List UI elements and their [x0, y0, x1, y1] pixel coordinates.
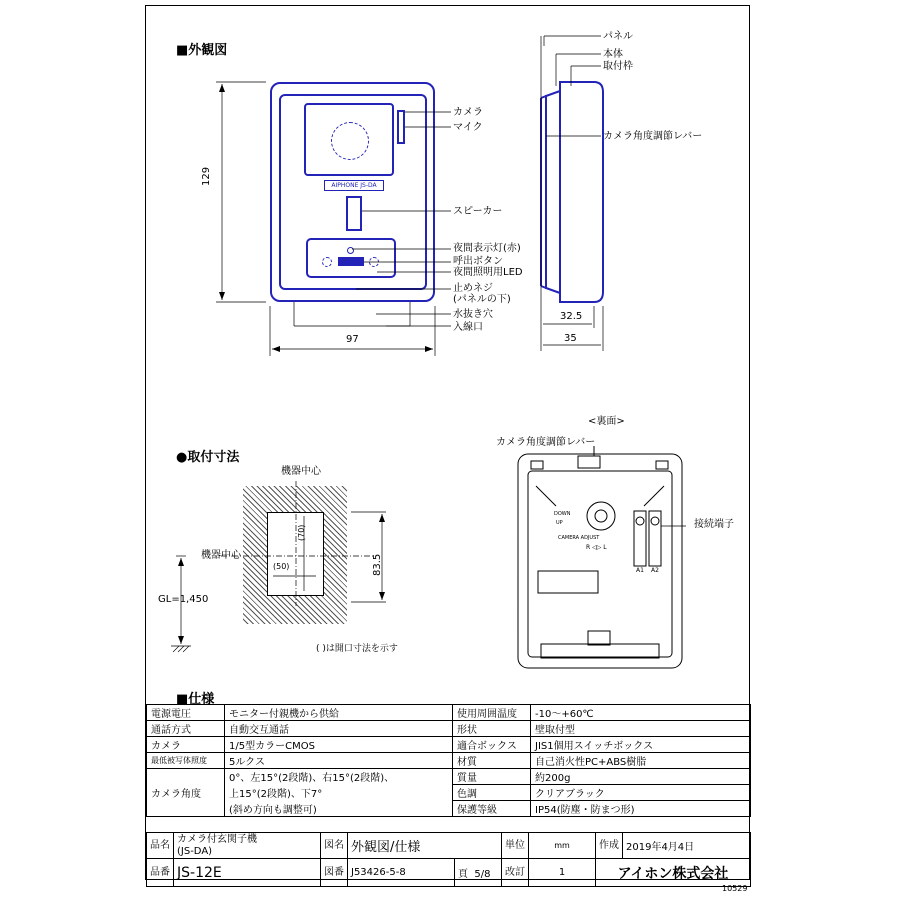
- spec-cell: 材質: [453, 753, 531, 769]
- spec-cell: モニター付親機から供給: [225, 705, 453, 721]
- spec-cell: 使用周囲温度: [453, 705, 531, 721]
- tb-date: 2019年4月4日: [623, 833, 751, 859]
- label-angle-lever: カメラ角度調節レバー: [603, 131, 703, 142]
- title-block: [146, 832, 751, 887]
- mount-note: ( )は開口寸法を示す: [316, 644, 398, 654]
- table-row: [147, 859, 751, 887]
- label-camera: カメラ: [453, 107, 483, 118]
- spec-cell: -10〜+60℃: [531, 705, 751, 721]
- tb-page-cell: 頁 5/8: [455, 859, 502, 887]
- spec-cell: (斜め方向も調整可): [225, 801, 453, 817]
- spec-cell: カメラ: [147, 737, 225, 753]
- rear-lever-label: カメラ角度調節レバー: [496, 437, 596, 448]
- spec-cell: 形状: [453, 721, 531, 737]
- rear-camera-adjust: CAMERA ADJUST: [558, 535, 600, 541]
- rear-down: DOWN: [554, 511, 571, 517]
- dim-open-height: (70): [297, 524, 306, 541]
- tb-label: 単位: [502, 833, 529, 859]
- dim-open-width: (50): [273, 562, 290, 571]
- tb-drawing-name: 外観図/仕様: [348, 833, 502, 859]
- rear-a2: A2: [651, 567, 659, 574]
- label-gl: GL=1,450: [158, 594, 209, 605]
- spec-cell: 上15°(2段階)、下7°: [225, 785, 453, 801]
- spec-cell: 適合ボックス: [453, 737, 531, 753]
- label-center-top: 機器中心: [281, 466, 321, 477]
- tb-model: JS-12E: [174, 859, 321, 887]
- label-screw: 止めネジ: [453, 283, 493, 294]
- spec-cell: JIS1個用スイッチボックス: [531, 737, 751, 753]
- drawing-sheet: [145, 5, 750, 880]
- label-speaker: スピーカー: [453, 206, 503, 217]
- tb-label: 作成: [596, 833, 623, 859]
- dim-width: 97: [346, 334, 359, 345]
- tb-revision: 1: [529, 859, 596, 887]
- rear-terminal-label: 接続端子: [694, 519, 734, 530]
- spec-cell: IP54(防塵・防まつ形): [531, 801, 751, 817]
- spec-cell: 5ルクス: [225, 753, 453, 769]
- rear-title: <裏面>: [588, 416, 625, 427]
- label-center-left: 機器中心: [201, 550, 241, 561]
- label-night-led: 夜間照明用LED: [453, 267, 523, 278]
- tb-label: 品番: [147, 859, 174, 887]
- label-mic: マイク: [453, 122, 483, 133]
- dim-depth-2: 35: [564, 333, 577, 344]
- spec-cell: 保護等級: [453, 801, 531, 817]
- tb-label: 図番: [321, 859, 348, 887]
- dim-mount-height: 83.5: [372, 553, 383, 576]
- table-row: [147, 721, 751, 737]
- rear-rl: R ◁▷ L: [586, 544, 607, 551]
- spec-cell: 0°、左15°(2段階)、右15°(2段階)、: [225, 769, 453, 785]
- tb-drawing-no: J53426-5-8: [348, 859, 455, 887]
- rear-view-drawing: [516, 446, 686, 671]
- label-call-button: 呼出ボタン: [453, 256, 503, 267]
- label-screw-note: (パネルの下): [453, 294, 511, 305]
- table-row: [147, 753, 751, 769]
- tb-product-name: カメラ付玄関子機 (JS-DA): [174, 833, 321, 859]
- spec-cell: 自己消火性PC+ABS樹脂: [531, 753, 751, 769]
- spec-cell: 色調: [453, 785, 531, 801]
- model-strip: AIPHONE JS-DA: [324, 180, 384, 191]
- tb-label: 改訂: [502, 859, 529, 887]
- spec-cell: 自動交互通話: [225, 721, 453, 737]
- sheet-number: 10529: [722, 884, 748, 893]
- label-drain-hole: 水抜き穴: [453, 309, 493, 320]
- dim-height: 129: [201, 166, 212, 186]
- table-row: [147, 705, 751, 721]
- tb-company: アイホン株式会社: [596, 859, 751, 887]
- label-panel: パネル: [603, 31, 633, 42]
- spec-cell: クリアブラック: [531, 785, 751, 801]
- table-row: [147, 785, 751, 801]
- spec-cell: 電源電圧: [147, 705, 225, 721]
- section-mounting-title: ●取付寸法: [176, 450, 240, 465]
- tb-unit: mm: [529, 833, 596, 859]
- spec-cell: 質量: [453, 769, 531, 785]
- label-night-indicator: 夜間表示灯(赤): [453, 243, 521, 254]
- rear-up: UP: [556, 520, 563, 526]
- table-row: [147, 833, 751, 859]
- spec-cell: 1/5型カラーCMOS: [225, 737, 453, 753]
- rear-a1: A1: [636, 567, 644, 574]
- dim-depth-1: 32.5: [560, 311, 583, 322]
- table-row: [147, 801, 751, 817]
- spec-cell: 壁取付型: [531, 721, 751, 737]
- spec-cell-camera-angle: カメラ角度: [147, 769, 225, 817]
- table-row: [147, 769, 751, 785]
- spec-table: [146, 704, 751, 817]
- label-frame: 取付枠: [603, 61, 633, 72]
- tb-label: 図名: [321, 833, 348, 859]
- section-spec-title: ■仕様: [176, 692, 215, 707]
- spec-cell: 通話方式: [147, 721, 225, 737]
- exterior-dimension-lines: [146, 6, 751, 406]
- spec-cell: 約200g: [531, 769, 751, 785]
- tb-label: 品名: [147, 833, 174, 859]
- label-cable-inlet: 入線口: [453, 322, 483, 333]
- label-body: 本体: [603, 49, 623, 60]
- mount-dimension-lines: [146, 456, 446, 666]
- table-row: [147, 737, 751, 753]
- spec-cell: 最低被写体照度: [147, 753, 225, 769]
- section-exterior-title: ■外観図: [176, 43, 228, 58]
